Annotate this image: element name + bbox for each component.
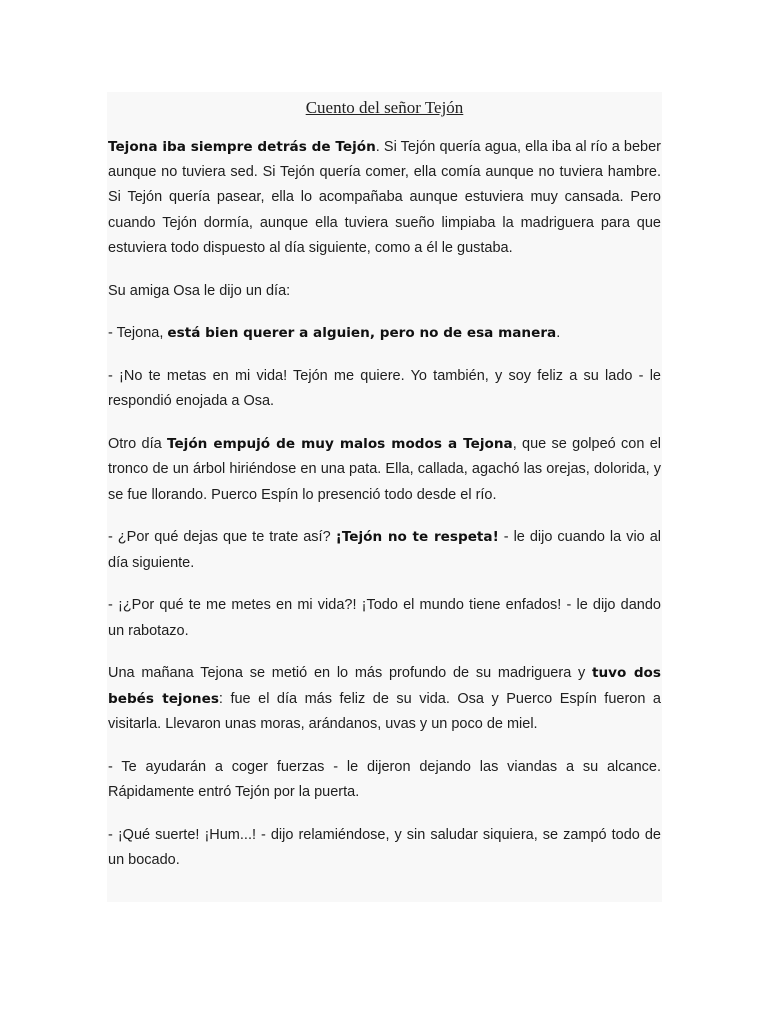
- text-segment: .: [556, 325, 561, 342]
- bold-text: ¡Tejón no te respeta!: [335, 529, 499, 546]
- paragraph: [108, 279, 661, 304]
- text-segment: Otro día: [108, 436, 167, 453]
- text-segment: - le dijo cuando la vio al día siguiente.: [108, 529, 661, 571]
- text-segment: - ¿Por qué dejas que te trate así?: [108, 529, 336, 546]
- bold-text: Tejona iba siempre detrás de Tejón: [108, 139, 376, 155]
- document-body: [108, 135, 661, 873]
- bold-text: Tejón empujó de muy malos modos a Tejona: [166, 436, 513, 453]
- text-segment: . Si Tejón quería agua, ella iba al río a beber aunque no tuviera sed. Si Tejón quería comer, ella comía aunque no tuviera hambre. Si Tejón quería pasear, ella lo acompañaba aunque estuviera muy cansada. Pero cuando Tejón dormía, aunque ella tuviera sueño limpiaba la madriguera para que estuviera todo dispuesto al día siguiente, como a él le gustaba.: [108, 139, 661, 256]
- paragraph: [108, 364, 661, 414]
- text-segment: - ¡¿Por qué te me metes en mi vida?! ¡Todo el mundo tiene enfados! - le dijo dando un rabotazo.: [108, 597, 661, 639]
- text-segment: - Te ayudarán a coger fuerzas - le dijeron dejando las viandas a su alcance. Rápidamente entró Tejón por la puerta.: [108, 758, 661, 800]
- text-segment: , que se golpeó con el tronco de un árbol hiriéndose en una pata. Ella, callada, agachó las orejas, dolorida, y se fue llorando. Puerco Espín lo presenció todo desde el río.: [108, 436, 661, 503]
- paragraph: [108, 823, 661, 873]
- text-segment: : fue el día más feliz de su vida. Osa y Puerco Espín fueron a visitarla. Llevaron unas moras, arándanos, uvas y un poco de miel.: [108, 690, 661, 732]
- paragraph: [108, 755, 661, 805]
- paragraph: [108, 321, 661, 346]
- text-segment: Su amiga Osa le dijo un día:: [108, 282, 291, 299]
- paragraph: [108, 661, 661, 737]
- document-title: Cuento del señor Tejón: [305, 98, 464, 117]
- text-segment: - ¡Qué suerte! ¡Hum...! - dijo relamiéndose, y sin saludar siquiera, se zampó todo de un bocado.: [108, 826, 661, 868]
- paragraph: [108, 525, 661, 575]
- paragraph: [108, 593, 661, 643]
- bold-text: tuvo dos bebés tejones: [108, 665, 661, 707]
- text-segment: Una mañana Tejona se metió en lo más profundo de su madriguera y: [108, 665, 592, 682]
- bold-text: está bien querer a alguien, pero no de esa manera: [167, 325, 557, 342]
- paragraph: [108, 135, 661, 261]
- document-page: [107, 92, 662, 902]
- text-segment: - Tejona,: [108, 325, 168, 342]
- paragraph: [108, 432, 661, 508]
- text-segment: - ¡No te metas en mi vida! Tejón me quiere. Yo también, y soy feliz a su lado - le respondió enojada a Osa.: [108, 368, 661, 410]
